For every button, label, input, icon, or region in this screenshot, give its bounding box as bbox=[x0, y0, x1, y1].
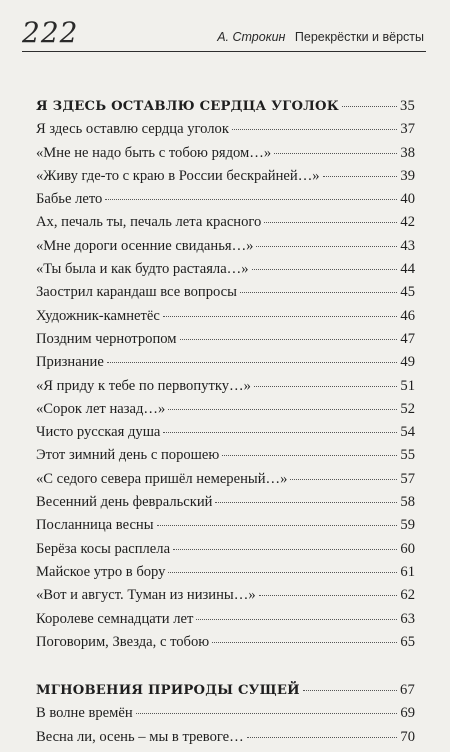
toc-entry bbox=[36, 331, 415, 354]
toc-entry-title: Поговорим, Звезда, с тобою bbox=[36, 633, 210, 650]
toc-dot-leader bbox=[163, 315, 398, 317]
toc-entry-title: Чисто русская душа bbox=[36, 424, 161, 441]
toc-dot-leader bbox=[180, 338, 398, 340]
toc-entry-title: Я здесь оставлю сердца уголок bbox=[36, 121, 229, 138]
toc-entry-page: 58 bbox=[400, 494, 415, 511]
toc-entry-page: 54 bbox=[400, 424, 415, 441]
toc-entry bbox=[36, 587, 415, 610]
toc-entry bbox=[36, 261, 415, 284]
toc-entry-title: Художник-камнетёс bbox=[36, 307, 160, 324]
toc-entry-page: 47 bbox=[400, 330, 415, 347]
toc-entry-title: Этот зимний день с порошею bbox=[36, 447, 220, 464]
toc-entry-title: «Сорок лет назад…» bbox=[36, 400, 166, 417]
toc-dot-leader bbox=[342, 105, 397, 107]
toc-entry bbox=[36, 705, 415, 728]
toc-entry-page: 43 bbox=[400, 237, 415, 254]
toc-entry-page: 61 bbox=[400, 563, 415, 580]
toc-entry-title: «Ты была и как будто растаяла…» bbox=[36, 261, 249, 278]
toc-dot-leader bbox=[254, 385, 398, 387]
toc-dot-leader bbox=[222, 454, 397, 456]
toc-entry-page: 67 bbox=[400, 682, 415, 699]
toc-entry bbox=[36, 284, 415, 307]
toc-section-heading bbox=[36, 682, 415, 705]
toc-entry-page: 46 bbox=[400, 307, 415, 324]
running-head-author: А. Строкин bbox=[217, 30, 286, 44]
toc-entry bbox=[36, 634, 415, 657]
header-rule bbox=[22, 51, 426, 52]
toc-entry-page: 60 bbox=[400, 540, 415, 557]
toc-entry bbox=[36, 729, 415, 752]
toc-dot-leader bbox=[212, 641, 397, 643]
toc-entry bbox=[36, 401, 415, 424]
toc-dot-leader bbox=[256, 245, 397, 247]
toc-dot-leader bbox=[303, 689, 397, 691]
toc-dot-leader bbox=[215, 501, 397, 503]
toc-entry-title: «Вот и август. Туман из низины…» bbox=[36, 587, 256, 604]
toc-entry-title: Королеве семнадцати лет bbox=[36, 610, 194, 627]
toc-entry-title: Бабье лето bbox=[36, 191, 103, 208]
toc-entry bbox=[36, 424, 415, 447]
toc-dot-leader bbox=[323, 175, 398, 177]
toc-entry bbox=[36, 494, 415, 517]
toc-dot-leader bbox=[274, 152, 397, 154]
toc-entry bbox=[36, 191, 415, 214]
toc-entry-title: Весна ли, осень – мы в тревоге… bbox=[36, 728, 244, 745]
toc-dot-leader bbox=[252, 268, 398, 270]
toc-entry-title: «Живу где-то с краю в России бескрайней…» bbox=[36, 167, 320, 184]
toc-dot-leader bbox=[259, 594, 398, 596]
toc-entry bbox=[36, 447, 415, 470]
toc-entry-title: Ах, печаль ты, печаль лета красного bbox=[36, 214, 262, 231]
toc-dot-leader bbox=[105, 198, 397, 200]
toc-entry-title: МГНОВЕНИЯ ПРИРОДЫ СУЩЕЙ bbox=[36, 683, 300, 699]
toc-entry-page: 37 bbox=[400, 121, 415, 138]
toc-entry-title: В волне времён bbox=[36, 705, 133, 722]
toc-entry bbox=[36, 471, 415, 494]
toc-entry-title: «Мне не надо быть с тобою рядом…» bbox=[36, 144, 272, 161]
toc-dot-leader bbox=[163, 431, 397, 433]
toc-entry-page: 45 bbox=[400, 284, 415, 301]
toc-entry bbox=[36, 354, 415, 377]
toc-dot-leader bbox=[157, 524, 398, 526]
toc-entry-title: Я ЗДЕСЬ ОСТАВЛЮ СЕРДЦА УГОЛОК bbox=[36, 99, 339, 114]
toc-dot-leader bbox=[168, 408, 397, 410]
toc-entry bbox=[36, 145, 415, 168]
toc-dot-leader bbox=[168, 571, 397, 573]
toc-entry-page: 70 bbox=[400, 728, 415, 745]
toc-entry bbox=[36, 168, 415, 191]
toc-entry-page: 55 bbox=[400, 447, 415, 464]
toc-entry bbox=[36, 238, 415, 261]
toc-entry-page: 59 bbox=[400, 517, 415, 534]
toc-entry-page: 35 bbox=[400, 98, 415, 114]
toc-entry bbox=[36, 214, 415, 237]
toc-entry-title: «Я приду к тебе по первопутку…» bbox=[36, 377, 251, 394]
toc-section-heading bbox=[36, 98, 415, 121]
toc-dot-leader bbox=[264, 221, 397, 223]
toc-dot-leader bbox=[247, 736, 398, 738]
toc-entry-title: Признание bbox=[36, 354, 104, 371]
table-of-contents bbox=[36, 98, 415, 752]
running-head-title: Перекрёстки и вёрсты bbox=[294, 30, 424, 44]
toc-entry-title: «Мне дороги осенние свиданья…» bbox=[36, 237, 254, 254]
toc-entry-page: 38 bbox=[400, 144, 415, 161]
toc-entry bbox=[36, 308, 415, 331]
toc-dot-leader bbox=[232, 128, 397, 130]
toc-dot-leader bbox=[196, 618, 397, 620]
toc-dot-leader bbox=[290, 478, 397, 480]
toc-entry bbox=[36, 517, 415, 540]
toc-entry bbox=[36, 378, 415, 401]
running-head bbox=[217, 30, 424, 44]
toc-entry bbox=[36, 564, 415, 587]
page-number: 222 bbox=[22, 16, 79, 49]
toc-dot-leader bbox=[240, 291, 397, 293]
toc-entry-title: Весенний день февральский bbox=[36, 494, 213, 511]
toc-dot-leader bbox=[107, 361, 398, 363]
toc-entry bbox=[36, 611, 415, 634]
toc-entry-page: 44 bbox=[400, 261, 415, 278]
toc-entry-page: 40 bbox=[400, 191, 415, 208]
toc-entry-page: 39 bbox=[400, 167, 415, 184]
toc-entry-page: 69 bbox=[400, 705, 415, 722]
toc-entry bbox=[36, 121, 415, 144]
toc-entry-page: 63 bbox=[400, 610, 415, 627]
toc-dot-leader bbox=[173, 548, 397, 550]
toc-entry-page: 42 bbox=[400, 214, 415, 231]
toc-entry-title: Поздним чернотропом bbox=[36, 330, 177, 347]
toc-entry-page: 51 bbox=[400, 377, 415, 394]
toc-entry-title: «С седого севера пришёл немереный…» bbox=[36, 470, 288, 487]
toc-entry-page: 49 bbox=[400, 354, 415, 371]
toc-entry-title: Посланница весны bbox=[36, 517, 154, 534]
toc-entry-title: Берёза косы расплела bbox=[36, 540, 171, 557]
toc-entry-page: 62 bbox=[400, 587, 415, 604]
toc-entry-title: Заострил карандаш все вопросы bbox=[36, 284, 237, 301]
toc-entry-page: 65 bbox=[400, 633, 415, 650]
toc-entry-page: 52 bbox=[400, 400, 415, 417]
toc-entry bbox=[36, 541, 415, 564]
toc-entry-title: Майское утро в бору bbox=[36, 563, 166, 580]
toc-entry-page: 57 bbox=[400, 470, 415, 487]
toc-dot-leader bbox=[136, 712, 398, 714]
